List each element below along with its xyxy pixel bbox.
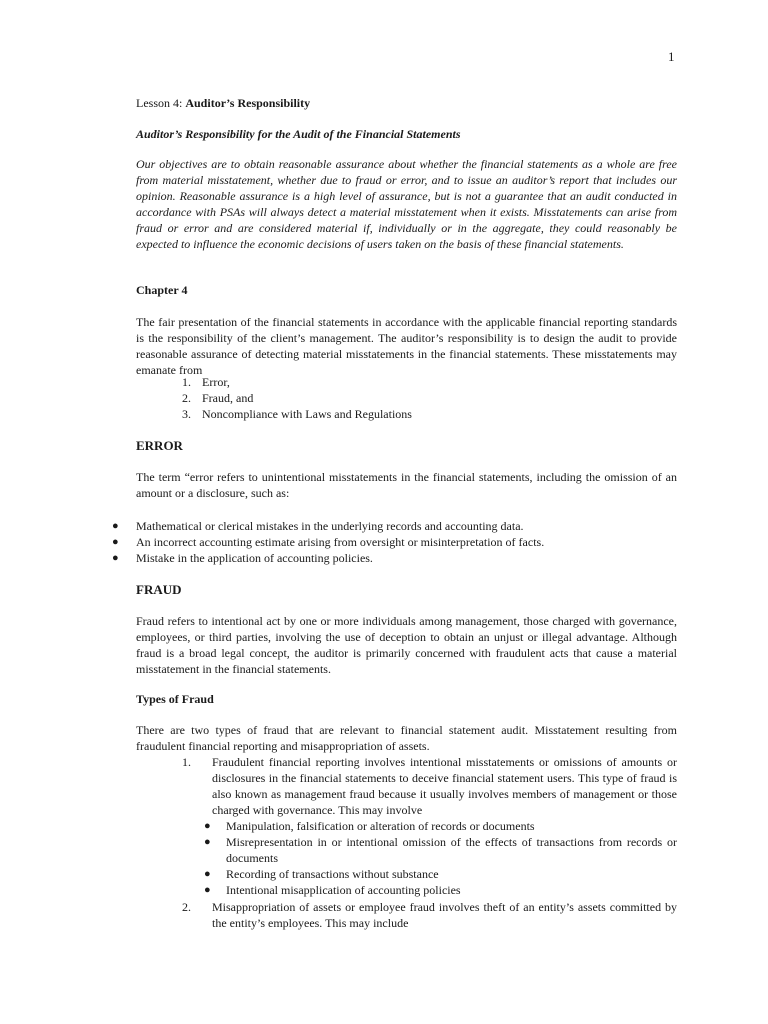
error-examples-list	[112, 518, 544, 566]
list-item: ● An incorrect accounting estimate arising from oversight or misinterpretation of facts.	[112, 535, 545, 549]
bullet-icon: ●	[112, 552, 119, 564]
lesson-heading	[136, 95, 310, 111]
list-item: ● Mathematical or clerical mistakes in the underlying records and accounting data.	[112, 519, 524, 533]
list-item: 3. Noncompliance with Laws and Regulations	[182, 407, 412, 421]
list-item: 2. Fraud, and	[182, 391, 254, 405]
fraud-heading: FRAUD	[136, 582, 182, 597]
fraud-type-number: 1.	[182, 755, 191, 769]
types-intro-paragraph: There are two types of fraud that are relevant to financial statement audit. Misstatement resulting from fraudulent financial reporting and misappropriation of assets.	[136, 723, 677, 753]
bullet-icon: ●	[204, 820, 211, 832]
objectives-paragraph: Our objectives are to obtain reasonable assurance about whether the financial statements as a whole are free from material misstatement, whether due to fraud or error, and to issue an auditor’s report that includes our opinion. Reasonable assurance is a high level of assurance, but is not a guarantee that an audit conducted in accordance with PSAs will always detect a material misstatement when it exists. Misstatements can arise from fraud or error and are considered material if, individually or in the aggregate, they could reasonably be expected to influence the economic decisions of users taken on the basis of these financial statements.	[136, 157, 677, 251]
fraud-type-2	[182, 899, 677, 931]
error-heading: ERROR	[136, 438, 183, 453]
bullet-icon: ●	[204, 836, 211, 848]
lesson-prefix: Lesson 4:	[136, 96, 183, 110]
subtitle: Auditor’s Responsibility for the Audit of the Financial Statements	[136, 127, 461, 141]
fraud-type-text: Misappropriation of assets or employee fraud involves theft of an entity’s assets committed by the entity’s employees. This may include	[212, 900, 677, 930]
page-number: 1	[668, 49, 675, 64]
list-item: ● Mistake in the application of accounting policies.	[112, 551, 373, 565]
list-item: 1. Error,	[182, 375, 230, 389]
list-item: ● Misrepresentation in or intentional omission of the effects of transactions from records or documents	[204, 835, 677, 865]
fraud-type-1	[182, 754, 677, 818]
fraud-paragraph: Fraud refers to intentional act by one or more individuals among management, those charged with governance, employees, or third parties, involving the use of deception to obtain an unjust or illegal advantage. Although fraud is a broad legal concept, the auditor is primarily concerned with fraudulent acts that cause a material misstatement in the financial statements.	[136, 614, 677, 676]
fraudulent-reporting-list	[204, 818, 677, 898]
list-item: ● Manipulation, falsification or alteration of records or documents	[204, 819, 535, 833]
chapter-heading: Chapter 4	[136, 283, 188, 297]
chapter-paragraph: The fair presentation of the financial statements in accordance with the applicable financial reporting standards is the responsibility of the client’s management. The auditor’s responsibility is to design the audit to provide reasonable assurance of detecting material misstatements in the financial statements. These misstatements may emanate from	[136, 315, 677, 377]
list-item: ● Intentional misapplication of accounting policies	[204, 883, 461, 897]
fraud-type-number: 2.	[182, 900, 191, 914]
lesson-title: Auditor’s Responsibility	[185, 96, 311, 110]
fraud-type-text: Fraudulent financial reporting involves intentional misstatements or omissions of amounts or disclosures in the financial statements to deceive financial statement users. This type of fraud is also known as management fraud because it usually involves members of management or those charged with governance. This may involve	[212, 755, 677, 817]
error-paragraph: The term “error refers to unintentional misstatements in the financial statements, including the omission of an amount or a disclosure, such as:	[136, 470, 677, 500]
list-item: ● Recording of transactions without substance	[204, 867, 439, 881]
bullet-icon: ●	[112, 536, 119, 548]
bullet-icon: ●	[112, 520, 119, 532]
misstatement-sources-list	[182, 374, 412, 422]
bullet-icon: ●	[204, 884, 211, 896]
types-of-fraud-heading: Types of Fraud	[136, 692, 214, 706]
bullet-icon: ●	[204, 868, 211, 880]
